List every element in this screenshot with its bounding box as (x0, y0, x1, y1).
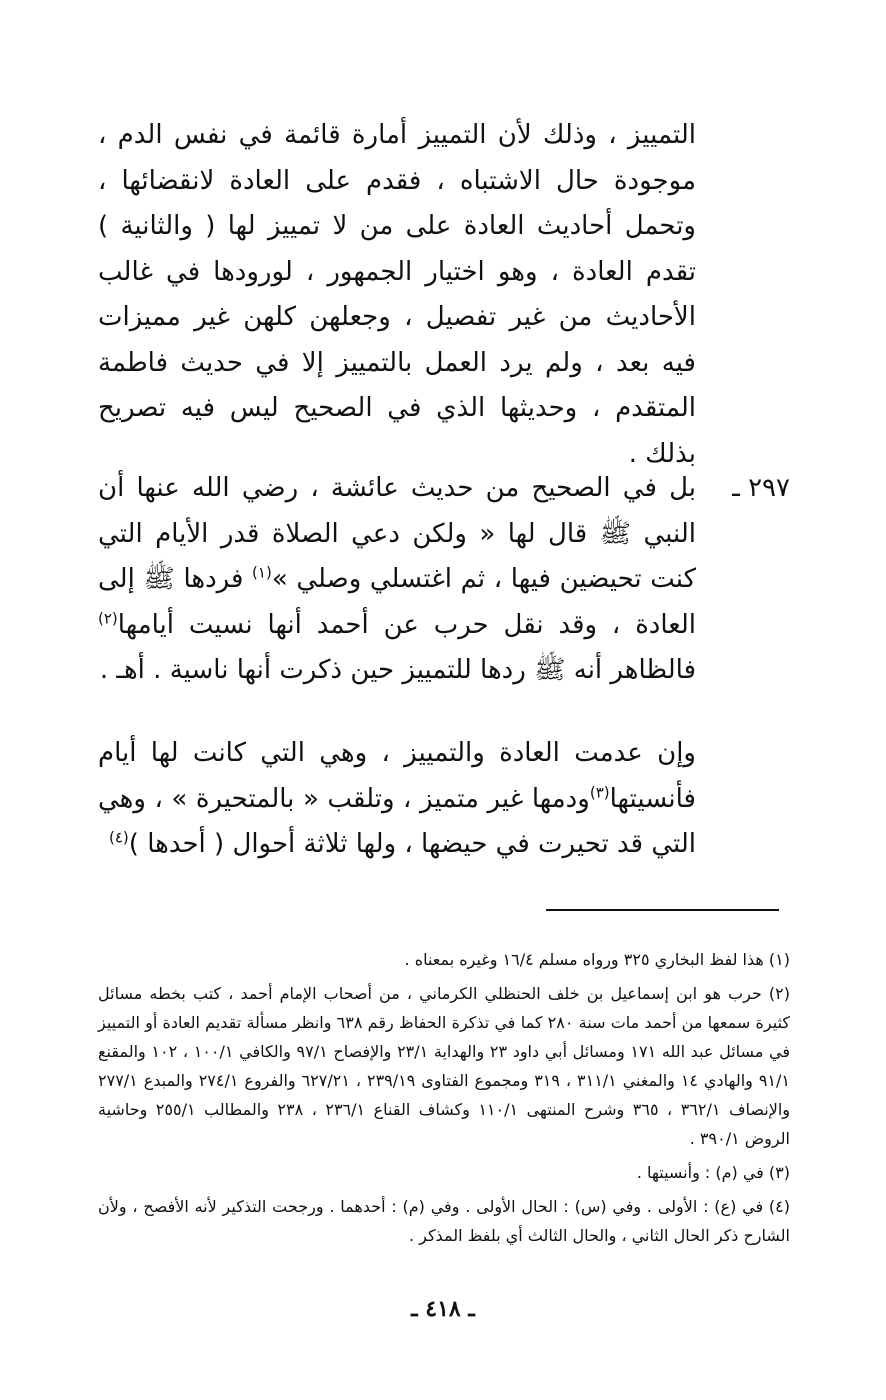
footnote-ref-4[interactable]: (٤) (109, 828, 129, 847)
footnote-ref-1[interactable]: (١) (252, 563, 272, 582)
entry-number: ٢٩٧ ـ (732, 473, 790, 503)
paragraph-text: فردها ﷺ إلى العادة ، وقد نقل حرب عن أحمد أنها نسيت أيامها (98, 564, 696, 640)
footnote-ref-3[interactable]: (٣) (589, 782, 610, 801)
footnote-1: (١) هذا لفظ البخاري ٣٢٥ ورواه مسلم ١٦/٤ وغيره بمعناه . (404, 950, 790, 969)
footnote-2: (٢) حرب هو ابن إسماعيل بن خلف الحنظلي الكرماني ، من أصحاب الإمام أحمد ، كتب بخطه مسائل كثيرة سمعها من أحمد مات سنة ٢٨٠ كما في تذكرة الحفاظ رقم ٦٣٨ وانظر مسألة تقديم العادة أو التمييز في مسائل عبد الله ١٧١ ومسائل أبي داود ٢٣ والهداية ٢٣/١ والإفصاح ٩٧/١ والكافي ١٠٠/١ ، ١٠٢ والمقنع ٩١/١ والهادي ١٤ والمغني ٣١١/١ ، ٣١٩ ومجموع الفتاوى ٢٣٩/١٩ ، ٦٢٧/٢١ والفروع ٢٧٤/١ والمبدع ٢٧٧/١ والإنصاف ٣٦٢/١ ، ٣٦٥ وشرح المنتهى ١١٠/١ وكشاف القناع ٢٣٦/١ ، ٢٣٨ والمطالب ٢٥٥/١ وحاشية الروض ٣٩٠/١ . (98, 984, 791, 1148)
paragraph-continuation: التمييز ، وذلك لأن التمييز أمارة قائمة في نفس الدم ، موجودة حال الاشتباه ، فقدم على العادة لانقضائها ، وتحمل أحاديث العادة على من لا تمييز لها ( والثانية ) تقدم العادة ، وهو اختيار الجمهور ، لورودها في غالب الأحاديث من غير تفصيل ، وجعلهن كلهن غير مميزات فيه بعد ، ولم يرد العمل بالتمييز إلا في حديث فاطمة المتقدم ، وحديثها الذي في الصحيح ليس فيه تصريح بذلك . (98, 120, 696, 469)
footnote-3: (٣) في (م) : وأنسيتها . (636, 1163, 790, 1182)
paragraph-mutahayyira (98, 731, 696, 868)
paragraph-text: فالظاهر أنه ﷺ ردها للتمييز حين ذكرت أنها ناسية . أهـ . (99, 655, 696, 685)
page-number: ـ ٤١٨ ـ (411, 1296, 475, 1322)
footnote-divider (546, 909, 779, 911)
footnote-ref-2[interactable]: (٢) (98, 608, 118, 627)
footnotes-section (98, 945, 790, 1255)
paragraph-entry-297 (98, 466, 696, 694)
footnote-4: (٤) في (ع) : الأولى . وفي (س) : الحال الأولى . وفي (م) : أحدهما . ورجحت التذكير لأنه الأفصح ، ولأن الشارح ذكر الحال الثاني ، والحال الثالث أي بلفظ المذكر . (98, 1197, 790, 1245)
paragraph-text: ودمها غير متميز ، وتلقب « بالمتحيرة » ، وهي التي قد تحيرت في حيضها ، ولها ثلاثة أحوال ( أحدها ) (98, 783, 696, 859)
paragraph-text: بل في الصحيح من حديث عائشة ، رضي الله عنها أن النبي ﷺ قال لها « ولكن دعي الصلاة قدر الأيام التي كنت تحيضين فيها ، ثم اغتسلي وصلي » (98, 473, 696, 594)
paragraph-text: وإن عدمت العادة والتمييز ، وهي التي كانت لها أيام فأنسيتها (98, 738, 696, 814)
